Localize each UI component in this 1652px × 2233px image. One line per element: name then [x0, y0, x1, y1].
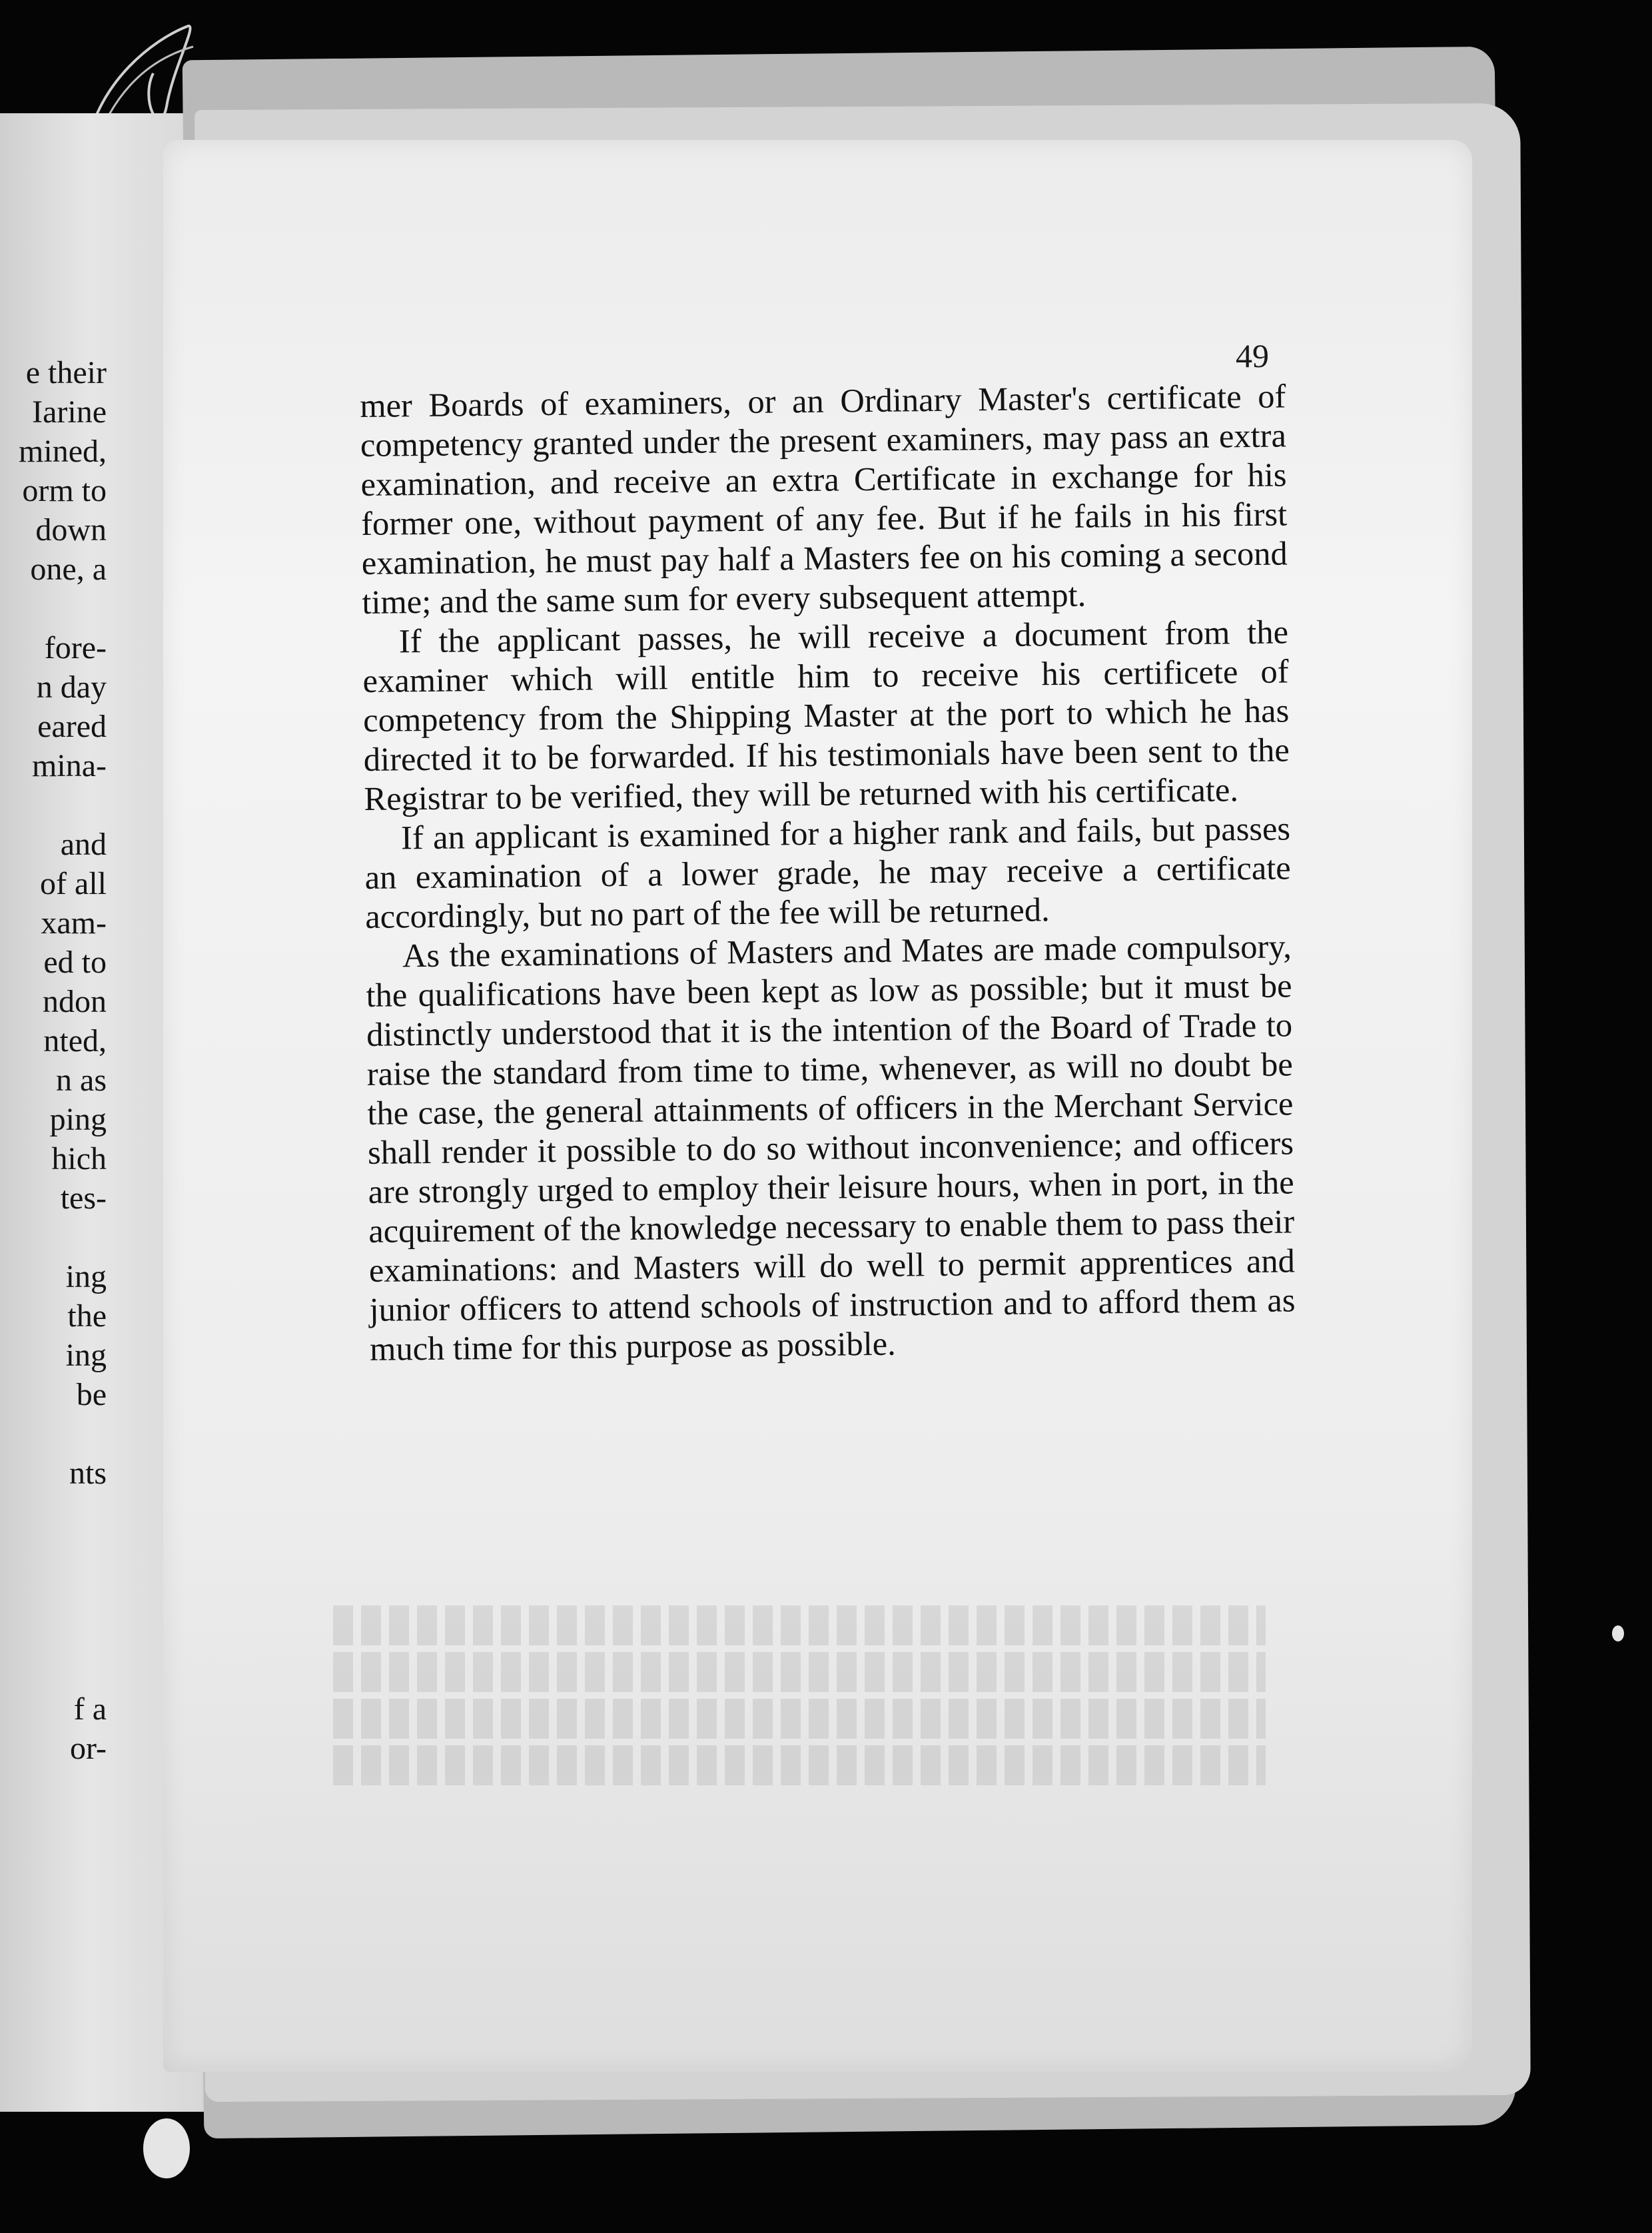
left-fragment-line: mined, [19, 434, 107, 469]
left-fragment-line: nts [69, 1456, 107, 1491]
left-fragment-line: mina- [32, 748, 107, 783]
page-body-text [360, 376, 1296, 1368]
left-fragment-line: n as [56, 1063, 107, 1098]
paragraph: As the examinations of Masters and Mates are made compulsory, the qualifications have been kept as low as possible; but it must be distinctly understood that it is the intention of the Board of Trade to raise the standard from time to time, whenever, as will no doubt be the case, the general attainments of officers in the Merchant Service shall render it possible to do so without inconvenience; and officers are strongly urged to employ their leisure hours, when in port, in the acquirement of the knowledge necessary to enable them to pass their examinations: and Masters will do well to permit apprentices and junior officers to attend schools of instruction and to afford them as much time for this purpose as possible. [366, 927, 1296, 1368]
paper-speck [143, 2118, 190, 2178]
page-number: 49 [1236, 337, 1269, 374]
left-fragment-line: fore- [44, 630, 107, 666]
left-fragment-line: of all [40, 866, 107, 901]
left-fragment-line: xam- [41, 905, 107, 941]
left-fragment-line: eared [37, 709, 107, 744]
left-fragment-line: nted, [43, 1023, 107, 1059]
left-fragment-line: or- [69, 1731, 107, 1766]
paragraph: If an applicant is examined for a higher rank and fails, but passes an examination of a lower grade, he may receive a certificate accordingly, but no part of the fee will be returned. [364, 809, 1291, 935]
left-fragment-line: ping [49, 1102, 107, 1137]
paragraph: mer Boards of examiners, or an Ordinary Master's certificate of competency granted under the present examiners, may pass an extra examination, and receive an extra Certificate in exchange for his former one, without payment of any fee. But if he fails in his first examination, he must pay half a Masters fee on his coming a second time; and the same sum for every subsequent attempt. [360, 377, 1288, 621]
left-fragment-line: and [60, 827, 107, 862]
left-fragment-line: hich [51, 1141, 107, 1176]
paragraph: If the applicant passes, he will receive a document from the examiner which will entitle him to receive his certificete of competency from the Shipping Master at the port to which he has directed it to be forwarded. If his testimonials have been sent to the Registrar to be verified, they will be returned with his certificate. [362, 613, 1290, 817]
left-fragment-line: n day [36, 670, 107, 705]
left-fragment-line: Iarine [32, 394, 107, 430]
left-fragment-line: f a [73, 1691, 107, 1727]
left-fragment-line: the [67, 1298, 107, 1334]
left-fragment-line: one, a [30, 552, 107, 587]
left-fragment-line: be [76, 1377, 107, 1412]
left-fragment-line: ndon [43, 984, 107, 1019]
left-fragment-line: ing [65, 1338, 107, 1373]
left-fragment-line: tes- [60, 1180, 107, 1216]
left-fragment-line: ing [65, 1259, 107, 1294]
left-fragment-line: down [35, 512, 107, 548]
paper-speck [1612, 1625, 1624, 1641]
left-fragment-line: orm to [22, 473, 107, 508]
show-through-text [333, 1599, 1266, 1852]
left-fragment-line: ed to [43, 945, 107, 980]
left-fragment-line: e their [25, 355, 107, 390]
